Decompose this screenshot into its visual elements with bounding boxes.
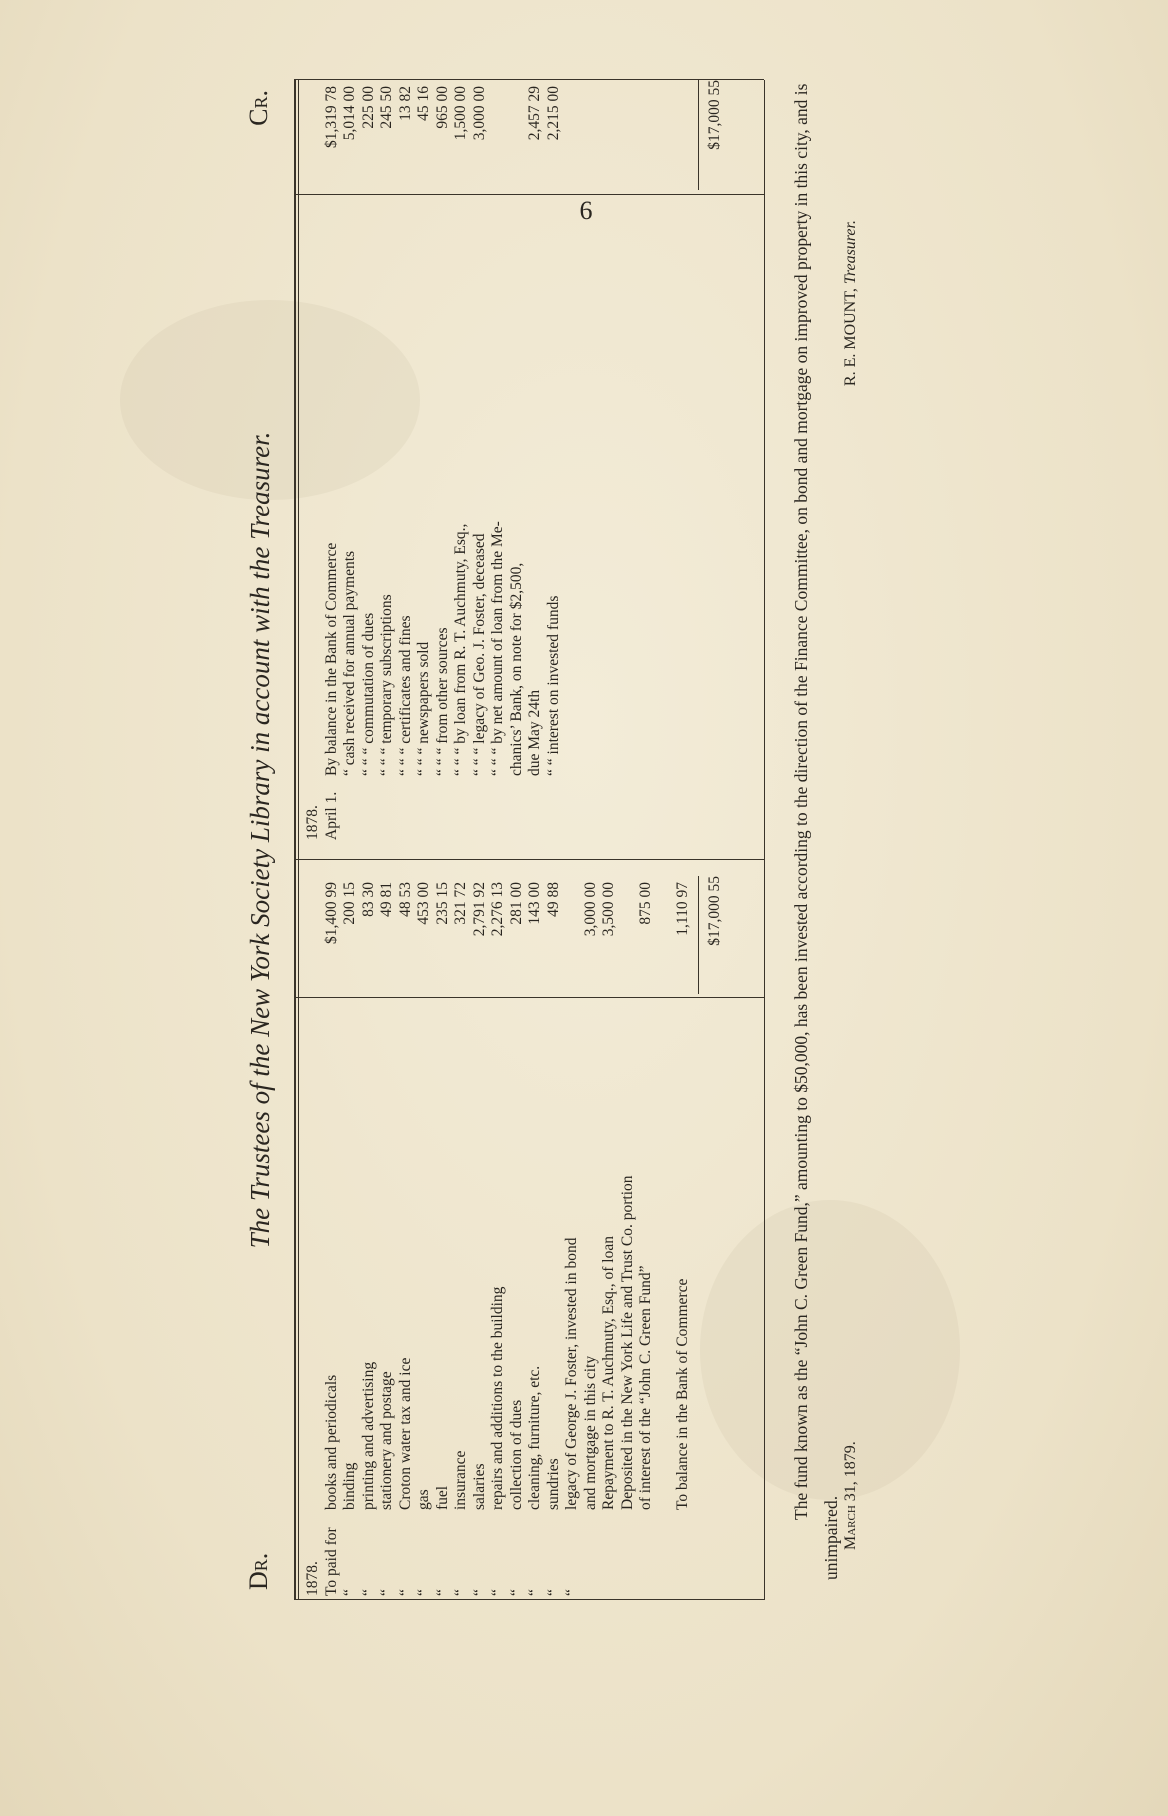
ledger-row: [582, 876, 601, 1596]
row-date: “: [507, 1589, 525, 1596]
row-label: printing and advertising: [359, 1361, 377, 1510]
ledger-row: [674, 876, 693, 1596]
row-label: [656, 994, 675, 1510]
row-label: sundries: [544, 1458, 562, 1510]
ledger-row: [508, 876, 527, 1596]
row-date: 1878.: [304, 1561, 321, 1596]
row-label: of interest of the “John C. Green Fund”: [637, 1265, 654, 1510]
row-date: [600, 1510, 619, 1596]
row-label: “ “ “ from other sources: [433, 627, 451, 776]
row-label: “ “ interest on invested funds: [544, 595, 562, 776]
ledger-row: [323, 876, 342, 1596]
row-date: [397, 776, 416, 840]
top-rule: [294, 80, 296, 1600]
row-amount: 49 88: [544, 882, 562, 917]
ledger-row: [415, 80, 434, 840]
row-date: “: [489, 1589, 506, 1596]
row-date: [489, 776, 508, 840]
report-date: March 31, 1879.: [842, 1441, 859, 1550]
credit-total: $17,000 55: [706, 80, 723, 150]
ledger-row: [341, 876, 360, 1596]
row-date: [582, 1510, 601, 1596]
row-label: “ “ “ temporary subscriptions: [378, 594, 395, 776]
row-date: [415, 776, 434, 840]
ledger-row: [526, 876, 545, 1596]
ledger-row: [323, 80, 342, 840]
ledger-row: [341, 80, 360, 840]
row-amount: 321 72: [452, 882, 469, 925]
row-date: “: [452, 1589, 469, 1596]
ledger-row: [545, 876, 564, 1596]
row-amount: 1,500 00: [452, 86, 469, 141]
row-amount: 281 00: [507, 882, 525, 925]
row-amount: 245 50: [378, 86, 395, 129]
row-label: “ cash received for annual payments: [341, 550, 358, 776]
row-label: salaries: [470, 1463, 488, 1510]
credit-heading: Cr.: [244, 90, 273, 126]
ledger-row: [360, 80, 379, 840]
row-label: legacy of George J. Foster, invested in bond: [563, 1237, 580, 1510]
row-label: binding: [341, 1462, 358, 1510]
row-amount: 2,457 29: [526, 86, 543, 141]
row-label: fuel: [433, 1485, 451, 1510]
debit-side: [304, 876, 693, 1596]
ledger-row: [452, 876, 471, 1596]
row-amount: 5,014 00: [341, 86, 358, 141]
ledger-row: [637, 876, 656, 1596]
row-date: “: [378, 1589, 395, 1596]
ledger-row: [508, 80, 527, 840]
row-label: repairs and additions to the building: [489, 1286, 506, 1510]
row-amount: [508, 80, 527, 198]
top-rule-thin: [298, 80, 299, 1600]
row-date: [508, 776, 527, 840]
row-amount: 13 82: [396, 86, 414, 121]
row-date: “: [396, 1589, 414, 1596]
row-amount: 49 81: [378, 882, 395, 917]
row-amount: 45 16: [415, 86, 432, 121]
row-date: [434, 776, 453, 840]
row-date: [471, 776, 490, 840]
row-amount: [656, 876, 675, 994]
row-date: “: [415, 1589, 432, 1596]
row-label: books and periodicals: [322, 1374, 340, 1510]
ledger-row: [656, 876, 675, 1596]
ledger-row: [304, 80, 323, 840]
row-amount: 875 00: [637, 882, 654, 925]
row-label: “ “ “ newspapers sold: [415, 641, 432, 776]
row-label: “ “ “ certificates and fines: [396, 615, 414, 776]
row-label: “ “ “ commutation of dues: [359, 612, 377, 776]
ledger-row: [378, 80, 397, 840]
row-label: Repayment to R. T. Auchmuty, Esq., of loan: [600, 1236, 617, 1510]
row-amount: [304, 876, 323, 994]
row-date: April 1.: [322, 791, 340, 840]
ledger-row: [563, 876, 582, 1596]
row-amount: 83 30: [359, 882, 377, 917]
ledger-row: [545, 80, 564, 840]
ledger-row: [415, 876, 434, 1596]
ledger-row: [471, 876, 490, 1596]
row-label: gas: [415, 1489, 432, 1510]
ledger-title: The Trustees of the New York Society Library in account with the Treasurer.: [245, 431, 275, 1249]
row-date: “: [341, 1589, 358, 1596]
row-amount: [489, 80, 508, 198]
debit-total: $17,000 55: [706, 876, 723, 946]
row-date: [545, 776, 564, 840]
row-amount: 3,000 00: [470, 86, 488, 141]
ledger-row: [434, 876, 453, 1596]
row-amount: [563, 876, 582, 994]
ledger-row: [600, 876, 619, 1596]
credit-side: [304, 80, 563, 840]
row-date: “: [544, 1589, 562, 1596]
row-amount: 200 15: [341, 882, 358, 925]
row-amount: 143 00: [526, 882, 543, 925]
row-label: “ “ “ by net amount of loan from the Me-: [489, 521, 506, 776]
row-amount: 2,791 92: [470, 882, 488, 937]
row-date: [637, 1510, 656, 1596]
ledger-row: [526, 80, 545, 840]
row-date: [378, 776, 397, 840]
ledger-row: [619, 876, 638, 1596]
row-date: “: [359, 1589, 377, 1596]
row-date: 1878.: [304, 805, 321, 840]
row-date: [674, 1510, 693, 1596]
row-label: stationery and postage: [378, 1371, 395, 1510]
row-date: [619, 1510, 638, 1596]
row-amount: 1,110 97: [674, 882, 691, 936]
debit-heading: Dr.: [244, 1552, 273, 1590]
row-amount: $1,319 78: [322, 86, 340, 148]
row-date: [360, 776, 379, 840]
row-date: “: [563, 1589, 580, 1596]
row-label: due May 24th: [526, 689, 543, 776]
ledger-row: [489, 80, 508, 840]
row-label: To balance in the Bank of Commerce: [674, 1278, 691, 1510]
row-amount: 2,215 00: [544, 86, 562, 141]
row-amount: 235 15: [433, 882, 451, 925]
ledger-row: [397, 876, 416, 1596]
row-amount: 3,000 00: [581, 882, 599, 937]
treasurer-signature: [842, 220, 860, 386]
column-rule: [294, 859, 764, 860]
ledger-row: [360, 876, 379, 1596]
row-amount: 453 00: [415, 882, 432, 925]
row-label: cleaning, furniture, etc.: [526, 1365, 543, 1510]
row-label: [304, 994, 323, 1510]
row-date: “: [470, 1589, 488, 1596]
row-label: insurance: [452, 1450, 469, 1510]
row-date: [656, 1510, 675, 1596]
row-amount: $1,400 99: [322, 882, 340, 944]
row-amount: 225 00: [359, 86, 377, 129]
fund-note: The fund known as the “John C. Green Fund,” amounting to $50,000, has been invested according to the direction of the Finance Committee, on bond and mortgage on improved property in this city, and is unimpaired.: [791, 83, 841, 1580]
row-label: collection of dues: [507, 1399, 525, 1510]
row-amount: 48 53: [396, 882, 414, 917]
page-number: 6: [579, 196, 593, 225]
ledger-row: [471, 80, 490, 840]
footer-rule: [764, 80, 765, 1600]
column-rule: [294, 1599, 764, 1600]
row-label: [304, 198, 323, 776]
account-ledger: [230, 60, 870, 1620]
row-amount: 2,276 13: [489, 882, 506, 937]
row-date: To paid for: [322, 1527, 340, 1596]
signer-role: Treasurer.: [842, 220, 859, 285]
row-label: “ “ “ by loan from R. T. Auchmuty, Esq.,: [452, 523, 469, 776]
row-date: “: [433, 1589, 451, 1596]
row-amount: 965 00: [433, 86, 451, 129]
row-label: Deposited in the New York Life and Trust Co. portion: [618, 1175, 636, 1510]
ledger-row: [378, 876, 397, 1596]
row-label: “ “ “ legacy of Geo. J. Foster, deceased: [470, 533, 488, 776]
row-label: chanics’ Bank, on note for $2,500,: [507, 562, 525, 776]
row-date: [452, 776, 471, 840]
signer-name: R. E. MOUNT,: [842, 288, 859, 387]
ledger-row: [397, 80, 416, 840]
row-amount: [304, 80, 323, 198]
row-date: [526, 776, 545, 840]
row-amount: 3,500 00: [600, 882, 617, 937]
row-date: [341, 776, 360, 840]
ledger-row: [452, 80, 471, 840]
total-rule: [698, 80, 699, 190]
ledger-row: [434, 80, 453, 840]
row-label: Croton water tax and ice: [396, 1357, 414, 1510]
row-date: “: [526, 1589, 543, 1596]
row-amount: [619, 876, 638, 994]
row-label: and mortgage in this city: [581, 1355, 599, 1510]
ledger-row: [489, 876, 508, 1596]
ledger-row: [304, 876, 323, 1596]
total-rule: [698, 876, 699, 994]
row-label: By balance in the Bank of Commerce: [322, 542, 340, 776]
